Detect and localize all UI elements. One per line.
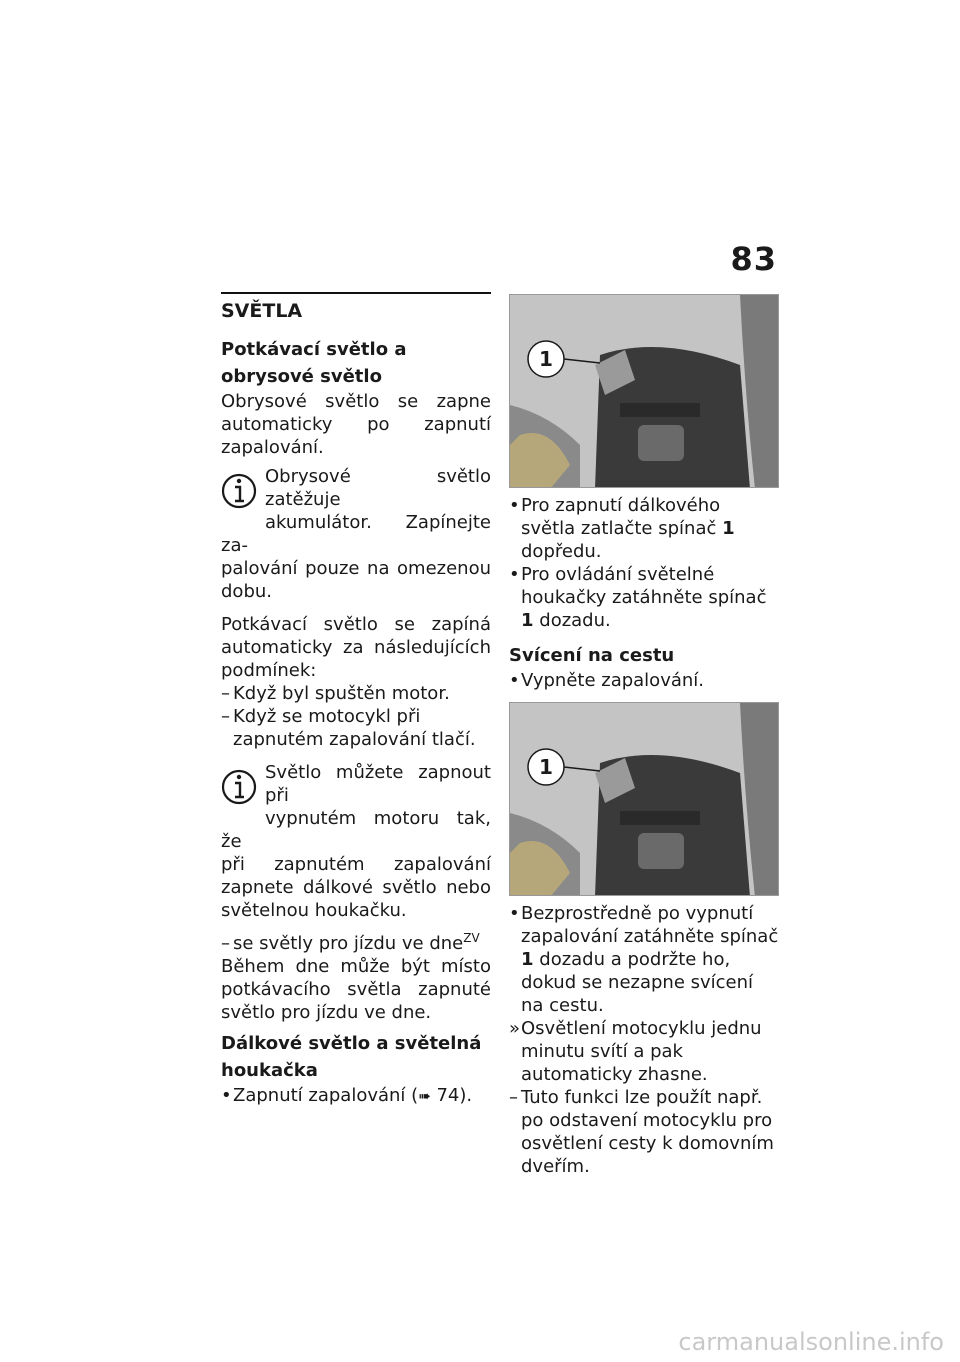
- footer-watermark: carmanualsonline.info: [678, 1328, 944, 1356]
- bullet-marker: •: [509, 903, 520, 924]
- bullet-text-end: dopředu.: [521, 541, 602, 562]
- note-engine-off-rest: při zapnutém zapalování zapnete dálkové světlo nebo světelnou houkačku.: [221, 854, 491, 921]
- dash-marker: –: [221, 683, 230, 704]
- dash-text: Když byl spuštěn motor.: [233, 683, 450, 704]
- list-item: [221, 705, 491, 751]
- bullet-text-end: dozadu a podržte ho, dokud se nezapne svícení na cestu.: [521, 949, 754, 1016]
- switch-illustration: [510, 295, 779, 488]
- switch-reference: 1: [521, 610, 534, 631]
- note-engine-off-line2: vypnutém motoru tak, že: [221, 808, 491, 852]
- bullet-text: Pro zapnutí dálkového světla zatlačte spínač: [521, 495, 721, 539]
- dash-text: se světly pro jízdu ve dne: [233, 933, 464, 954]
- paragraph-low-beam: Potkávací světlo se zapíná automaticky za následujících podmínek:: [221, 614, 491, 681]
- callout-1: 1: [539, 755, 553, 779]
- list-item: [221, 932, 491, 955]
- dash-marker: –: [221, 933, 230, 954]
- bullet-text: Zapnutí zapalování (: [233, 1085, 419, 1106]
- dash-text: Tuto funkci lze použít např. po odstavení motocyklu pro osvětlení cesty k domovním dveřím.: [521, 1087, 774, 1177]
- callout-1: 1: [539, 347, 553, 371]
- dash-text: Když se motocykl při zapnutém zapalování tlačí.: [233, 706, 476, 750]
- paragraph-position-light: Obrysové světlo se zapne automaticky po zapnutí zapalování.: [221, 391, 491, 458]
- bullet-text: Vypněte zapalování.: [521, 670, 705, 691]
- page-number: 83: [730, 240, 777, 278]
- info-icon: [221, 469, 261, 513]
- handlebar-switch-photo: [509, 294, 779, 488]
- bullet-text: Pro ovládání světelné houkačky zatáhněte spínač: [521, 564, 767, 608]
- info-icon: [221, 765, 261, 809]
- arrow-reference-icon: ➠: [418, 1087, 431, 1105]
- list-item: [509, 669, 779, 692]
- bullet-text: Bezprostředně po vypnutí zapalování zatáhněte spínač: [521, 903, 779, 947]
- right-column: [509, 292, 779, 1178]
- bullet-marker: •: [509, 495, 520, 516]
- bullet-marker: •: [221, 1085, 232, 1106]
- note-battery-line2: akumulátor. Zapínejte za-: [221, 512, 491, 556]
- bullet-marker: •: [509, 670, 520, 691]
- list-item: [509, 1017, 779, 1086]
- switch-illustration: [510, 703, 779, 896]
- result-text: Osvětlení motocyklu jednu minutu svítí a pak automaticky zhasne.: [521, 1018, 762, 1085]
- switch-reference: 1: [722, 518, 735, 539]
- note-engine-off: [221, 761, 491, 922]
- note-battery-rest: palování pouze na omezenou dobu.: [221, 558, 491, 602]
- bullet-marker: •: [509, 564, 520, 585]
- paragraph-daytime-light: Během dne může být místo potkávacího světla zapnuté světlo pro jízdu ve dne.: [221, 956, 491, 1023]
- heading-high-beam: Dálkové světlo a světelná houkačka: [221, 1033, 482, 1081]
- note-battery-line1: Obrysové světlo zatěžuje: [265, 466, 491, 510]
- note-battery: [221, 465, 491, 603]
- dash-marker: –: [509, 1087, 518, 1108]
- handlebar-switch-photo: [509, 702, 779, 896]
- dash-marker: –: [221, 706, 230, 727]
- bullet-text-end: dozadu.: [539, 610, 611, 631]
- heading-path-light: Svícení na cestu: [509, 645, 675, 666]
- note-engine-off-line1: Světlo můžete zapnout při: [265, 762, 491, 806]
- section-title: SVĚTLA: [221, 300, 303, 322]
- list-item: [509, 494, 779, 563]
- superscript-option: ZV: [463, 931, 480, 945]
- switch-reference: 1: [521, 949, 534, 970]
- heading-low-beam: Potkávací světlo a obrysové světlo: [221, 339, 407, 387]
- left-column: [221, 292, 491, 1108]
- list-item: [509, 902, 779, 1017]
- list-item: [221, 682, 491, 705]
- list-item: [221, 1084, 491, 1108]
- list-item: [509, 563, 779, 632]
- result-marker: »: [509, 1018, 521, 1039]
- page-reference: 74).: [436, 1085, 473, 1106]
- list-item: [509, 1086, 779, 1178]
- section-rule: [221, 292, 491, 294]
